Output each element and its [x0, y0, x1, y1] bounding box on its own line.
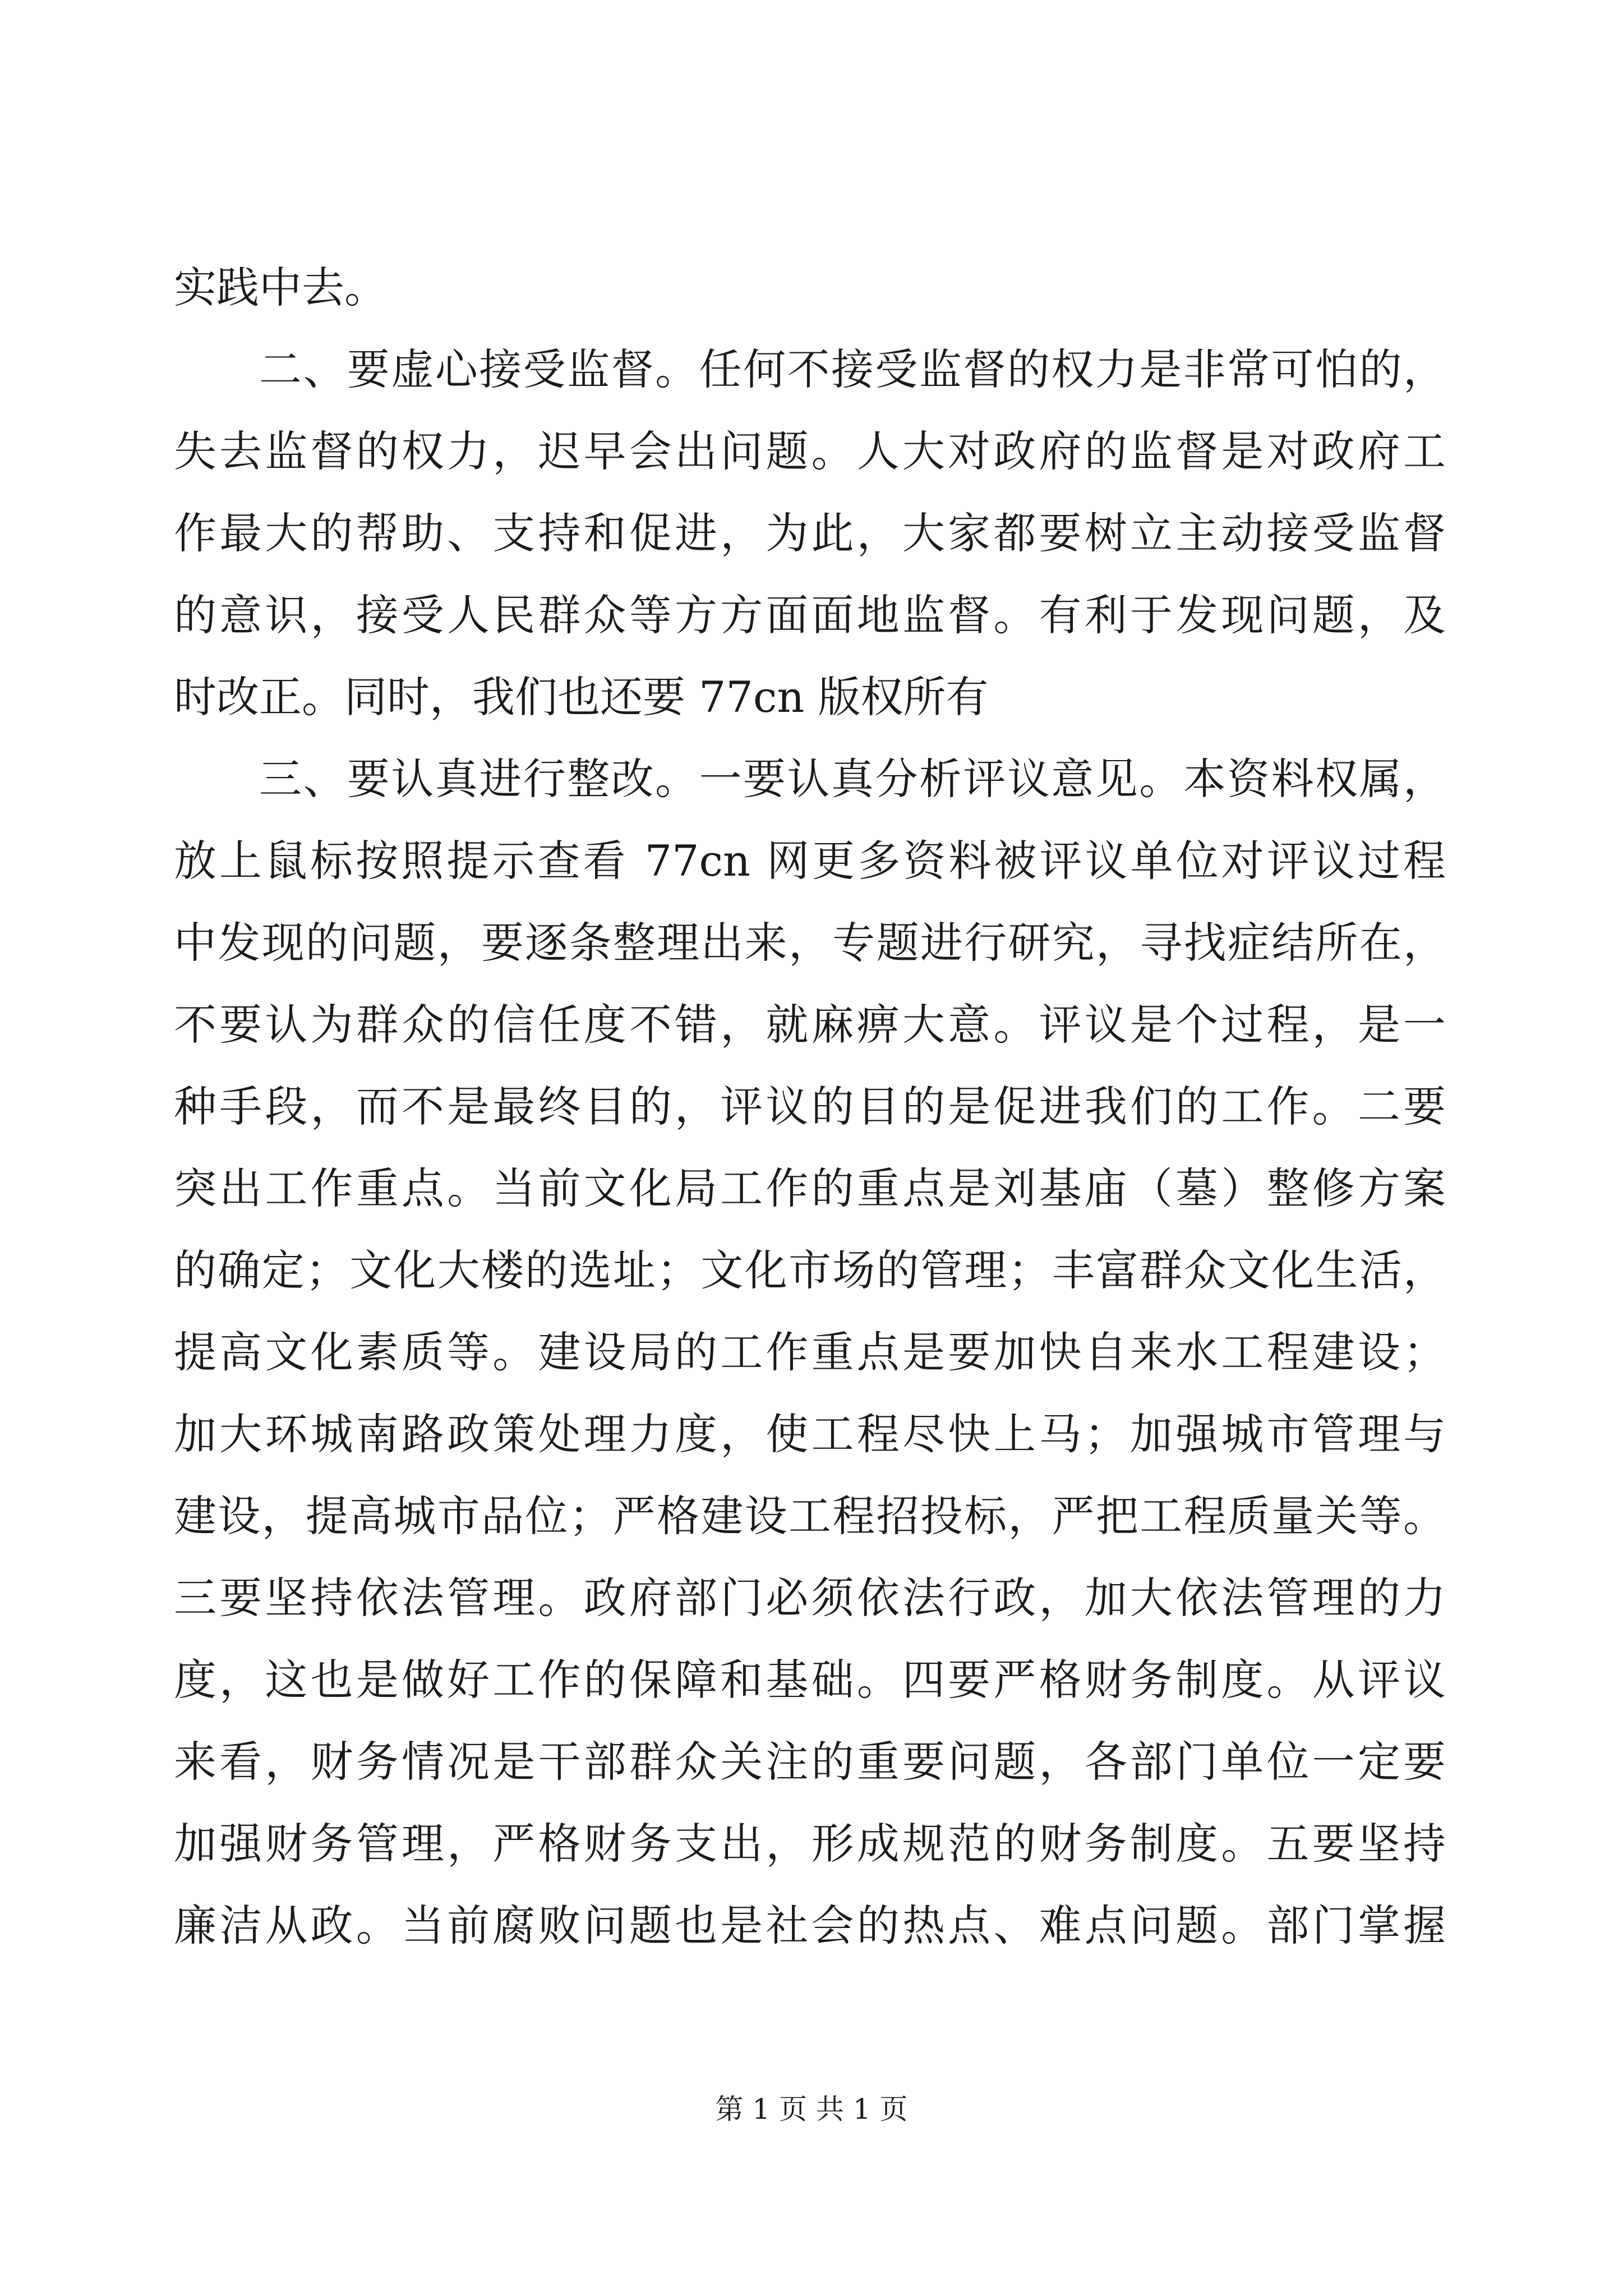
text-line: 二、要虚心接受监督。任何不接受监督的权力是非常可怕的， [259, 344, 1446, 394]
text-line: 不要认为群众的信任度不错，就麻痹大意。评议是个过程，是一 [174, 1000, 1446, 1050]
text-line: 实践中去。 [174, 263, 387, 312]
text-line: 加强财务管理，严格财务支出，形成规范的财务制度。五要坚持 [174, 1819, 1446, 1869]
text-line: 提高文化素质等。建设局的工作重点是要加快自来水工程建设； [174, 1327, 1446, 1377]
text-line: 突出工作重点。当前文化局工作的重点是刘基庙（墓）整修方案 [174, 1163, 1446, 1213]
text-line: 廉洁从政。当前腐败问题也是社会的热点、难点问题。部门掌握 [174, 1901, 1446, 1950]
text-line: 作最大的帮助、支持和促进，为此，大家都要树立主动接受监督 [174, 508, 1446, 558]
document-body [174, 247, 1446, 1967]
text-line: 种手段，而不是最终目的，评议的目的是促进我们的工作。二要 [174, 1082, 1446, 1131]
text-line: 度，这也是做好工作的保障和基础。四要严格财务制度。从评议 [174, 1655, 1446, 1705]
text-line: 加大环城南路政策处理力度，使工程尽快上马；加强城市管理与 [174, 1409, 1446, 1459]
text-line: 建设，提高城市品位；严格建设工程招投标，严把工程质量关等。 [174, 1491, 1446, 1541]
text-line: 的意识，接受人民群众等方方面面地监督。有利于发现问题，及 [174, 590, 1446, 640]
text-line: 时改正。同时，我们也还要 77cn 版权所有 [174, 672, 989, 722]
text-line: 来看，财务情况是干部群众关注的重要问题，各部门单位一定要 [174, 1737, 1446, 1787]
text-line: 的确定；文化大楼的选址；文化市场的管理；丰富群众文化生活， [174, 1245, 1446, 1295]
text-line: 三、要认真进行整改。一要认真分析评议意见。本资料权属， [259, 754, 1446, 804]
text-line: 三要坚持依法管理。政府部门必须依法行政，加大依法管理的力 [174, 1573, 1446, 1623]
text-line: 放上鼠标按照提示查看 77cn 网更多资料被评议单位对评议过程 [174, 836, 1446, 886]
page-number-footer: 第 1 页 共 1 页 [715, 2093, 908, 2125]
text-line: 中发现的问题，要逐条整理出来，专题进行研究，寻找症结所在， [174, 918, 1446, 968]
text-line: 失去监督的权力，迟早会出问题。人大对政府的监督是对政府工 [174, 426, 1446, 476]
